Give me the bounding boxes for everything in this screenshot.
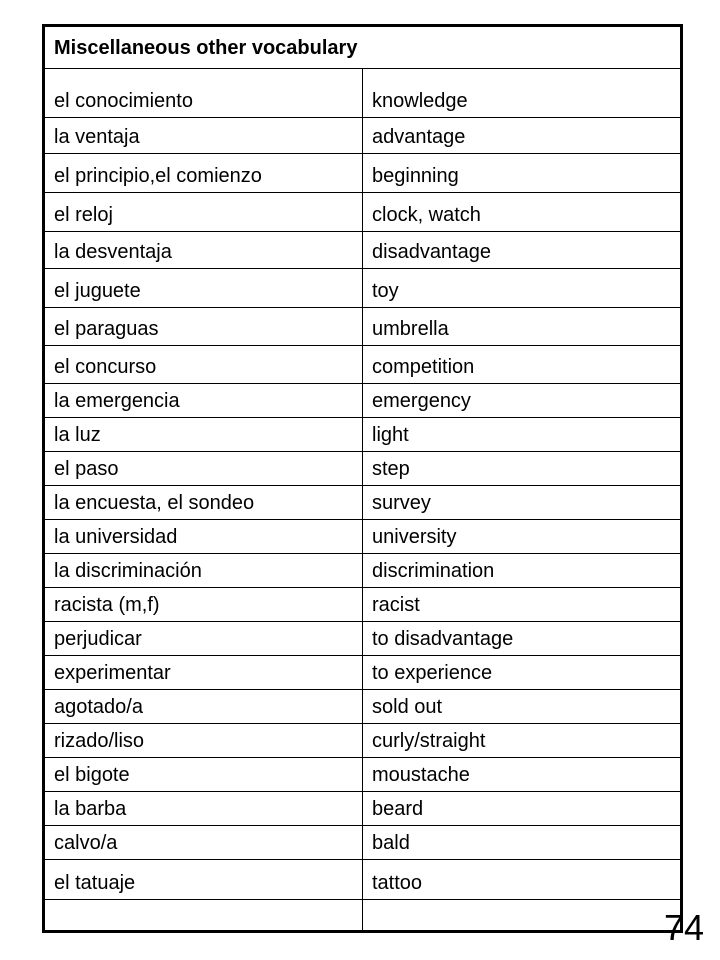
spanish-term: la discriminación [44,554,363,588]
english-translation: discrimination [363,554,682,588]
spanish-term: la desventaja [44,232,363,269]
spanish-term [44,900,363,932]
english-translation: survey [363,486,682,520]
table-row [44,900,682,932]
spanish-term: racista (m,f) [44,588,363,622]
english-translation: step [363,452,682,486]
table-row [44,520,682,554]
english-translation: competition [363,346,682,384]
table-row [44,452,682,486]
english-translation: tattoo [363,860,682,900]
english-translation: to experience [363,656,682,690]
spanish-term: el conocimiento [44,69,363,118]
table-row [44,193,682,232]
english-translation: curly/straight [363,724,682,758]
english-translation: racist [363,588,682,622]
spanish-term: el paraguas [44,308,363,346]
table-row [44,554,682,588]
english-translation: to disadvantage [363,622,682,656]
table-row [44,758,682,792]
english-translation: umbrella [363,308,682,346]
spanish-term: el juguete [44,269,363,308]
table-title: Miscellaneous other vocabulary [44,26,682,69]
spanish-term: el reloj [44,193,363,232]
table-row [44,346,682,384]
english-translation: beard [363,792,682,826]
english-translation: toy [363,269,682,308]
table-row [44,418,682,452]
spanish-term: la ventaja [44,118,363,154]
english-translation: light [363,418,682,452]
english-translation: beginning [363,154,682,193]
table-row [44,118,682,154]
page-number: 74 [664,907,705,948]
table-row [44,308,682,346]
table-row [44,656,682,690]
spanish-term: la barba [44,792,363,826]
spanish-term: el paso [44,452,363,486]
english-translation: knowledge [363,69,682,118]
table-row [44,622,682,656]
table-body [44,69,682,932]
spanish-term: la encuesta, el sondeo [44,486,363,520]
spanish-term: la emergencia [44,384,363,418]
spanish-term: agotado/a [44,690,363,724]
english-translation: university [363,520,682,554]
table-row [44,690,682,724]
spanish-term: la universidad [44,520,363,554]
table-row [44,232,682,269]
vocabulary-table [42,24,683,933]
spanish-term: calvo/a [44,826,363,860]
spanish-term: el principio,el comienzo [44,154,363,193]
table-row [44,826,682,860]
table-row [44,154,682,193]
table-row [44,269,682,308]
spanish-term: perjudicar [44,622,363,656]
english-translation [363,900,682,932]
spanish-term: la luz [44,418,363,452]
spanish-term: el tatuaje [44,860,363,900]
english-translation: disadvantage [363,232,682,269]
english-translation: clock, watch [363,193,682,232]
table-row [44,384,682,418]
english-translation: bald [363,826,682,860]
table-row [44,486,682,520]
english-translation: sold out [363,690,682,724]
spanish-term: experimentar [44,656,363,690]
table-row [44,792,682,826]
english-translation: advantage [363,118,682,154]
table-header-row [44,26,682,69]
english-translation: moustache [363,758,682,792]
table-row [44,69,682,118]
table-row [44,588,682,622]
english-translation: emergency [363,384,682,418]
table-row [44,724,682,758]
spanish-term: el concurso [44,346,363,384]
spanish-term: el bigote [44,758,363,792]
spanish-term: rizado/liso [44,724,363,758]
table-row [44,860,682,900]
